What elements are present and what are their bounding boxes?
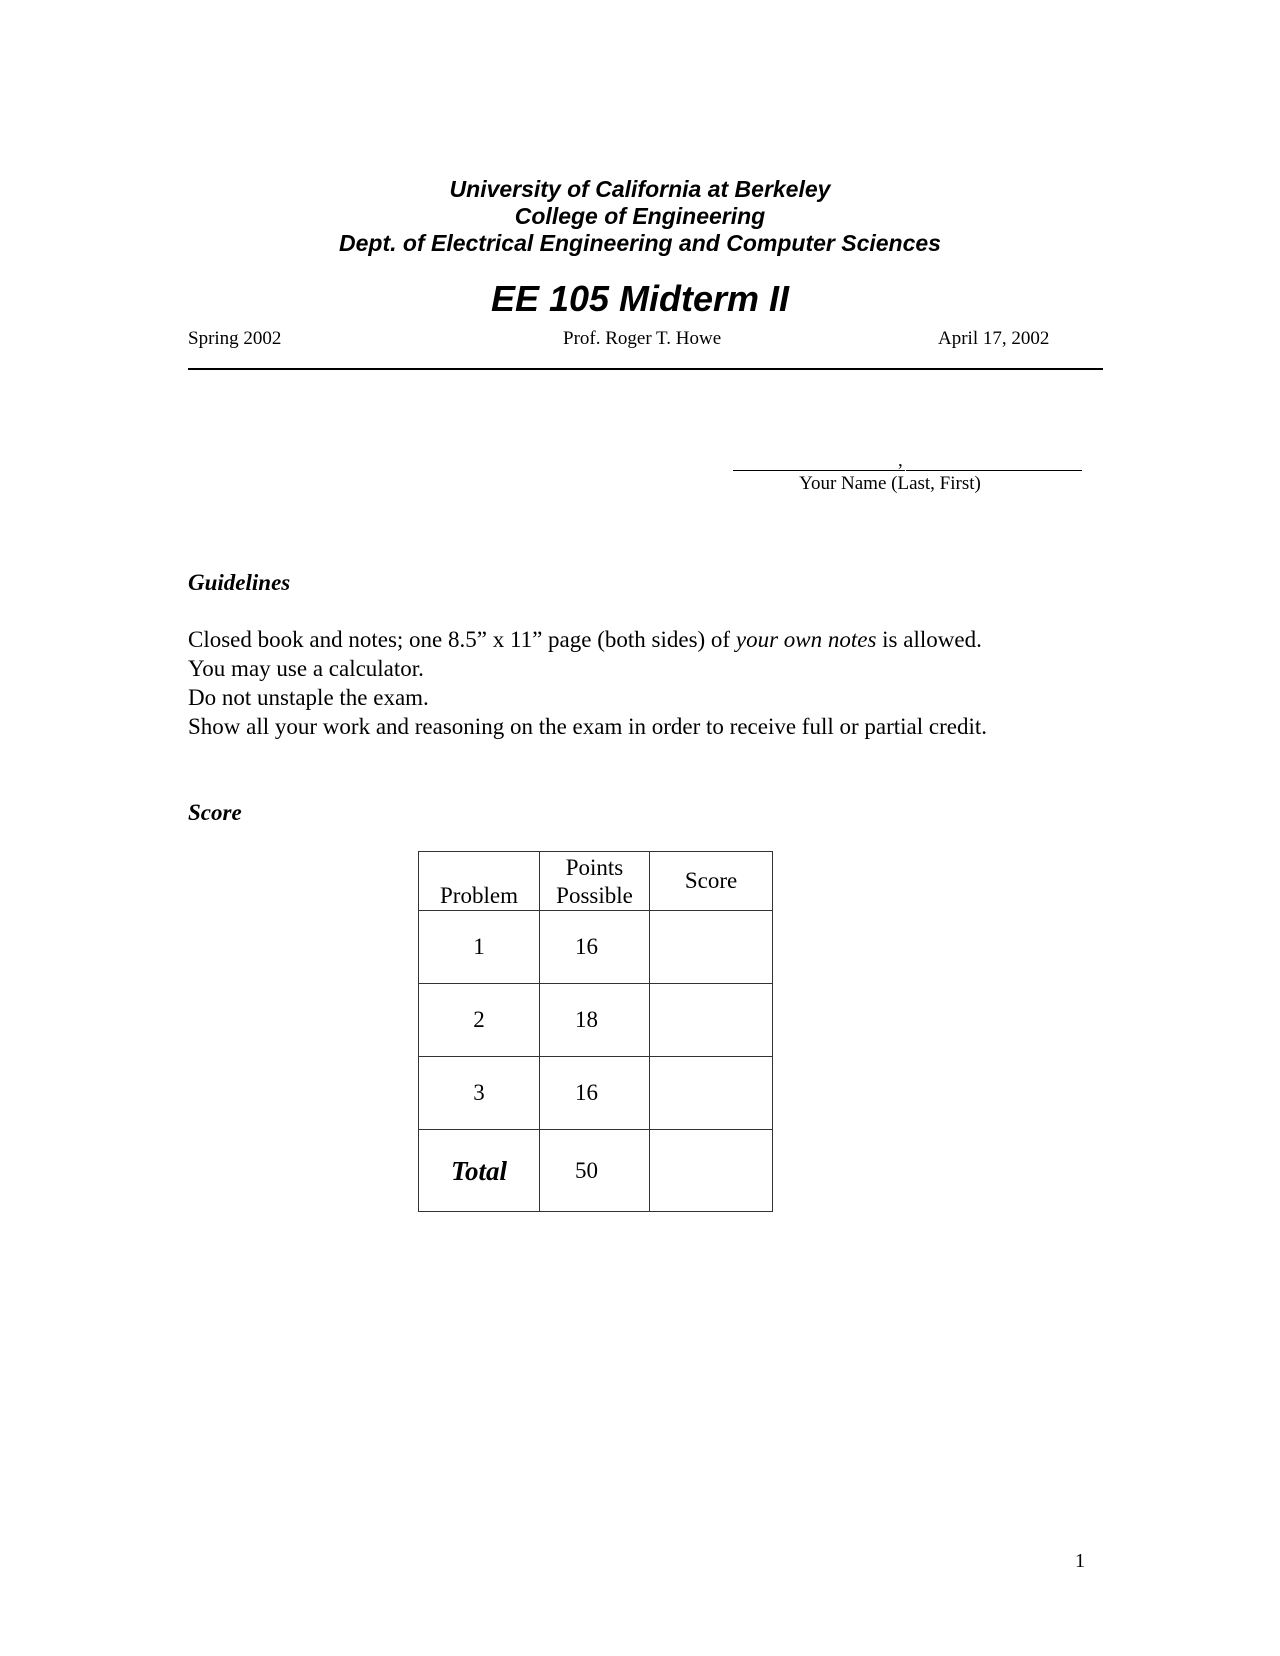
total-label: Total <box>419 1130 540 1212</box>
name-separator: , <box>898 450 903 471</box>
guideline-notes-suffix: is allowed. <box>876 627 982 652</box>
points-value: 16 <box>575 1080 598 1105</box>
score-cell[interactable] <box>650 984 773 1057</box>
column-header-problem: Problem <box>419 852 540 911</box>
guideline-notes-prefix: Closed book and notes; one 8.5” x 11” page (both sides) of <box>188 627 736 652</box>
table-row <box>419 1057 773 1130</box>
exam-term: Spring 2002 <box>188 328 282 349</box>
guideline-calculator: You may use a calculator. <box>188 656 424 681</box>
college-name: College of Engineering <box>514 203 766 229</box>
problem-number: 1 <box>419 911 540 984</box>
problem-number: 2 <box>419 984 540 1057</box>
points-possible <box>540 984 650 1057</box>
points-header-line1: Points <box>565 855 624 880</box>
guideline-notes <box>188 626 982 654</box>
table-row <box>419 984 773 1057</box>
score-table <box>418 851 773 1212</box>
exam-date: April 17, 2002 <box>938 328 1050 349</box>
points-possible <box>540 911 650 984</box>
points-value: 18 <box>575 1007 598 1032</box>
points-value: 50 <box>575 1157 598 1183</box>
points-value: 16 <box>575 934 598 959</box>
points-header-line2: Possible <box>556 883 633 908</box>
score-heading: Score <box>188 800 242 825</box>
guideline-notes-emphasis: your own notes <box>735 627 877 652</box>
table-row <box>419 911 773 984</box>
total-score-cell[interactable] <box>650 1130 773 1212</box>
institution-name: University of California at Berkeley <box>449 176 831 202</box>
last-name-line[interactable] <box>733 470 905 471</box>
score-table-header <box>419 852 773 911</box>
column-header-score: Score <box>650 852 773 911</box>
total-points <box>540 1130 650 1212</box>
problem-number: 3 <box>419 1057 540 1130</box>
score-cell[interactable] <box>650 1057 773 1130</box>
score-cell[interactable] <box>650 911 773 984</box>
header-divider <box>188 368 1103 370</box>
guidelines-heading: Guidelines <box>188 570 291 595</box>
total-row <box>419 1130 773 1212</box>
first-name-line[interactable] <box>906 470 1082 471</box>
exam-title: EE 105 Midterm II <box>490 278 790 319</box>
exam-professor: Prof. Roger T. Howe <box>563 328 722 349</box>
guideline-show-work: Show all your work and reasoning on the exam in order to receive full or partial credit. <box>188 714 987 739</box>
points-possible <box>540 1057 650 1130</box>
guideline-unstaple: Do not unstaple the exam. <box>188 685 429 710</box>
department-name: Dept. of Electrical Engineering and Computer Sciences <box>339 230 941 256</box>
name-field-label: Your Name (Last, First) <box>799 473 981 494</box>
page-number: 1 <box>1075 1550 1085 1572</box>
column-header-points <box>540 852 650 911</box>
